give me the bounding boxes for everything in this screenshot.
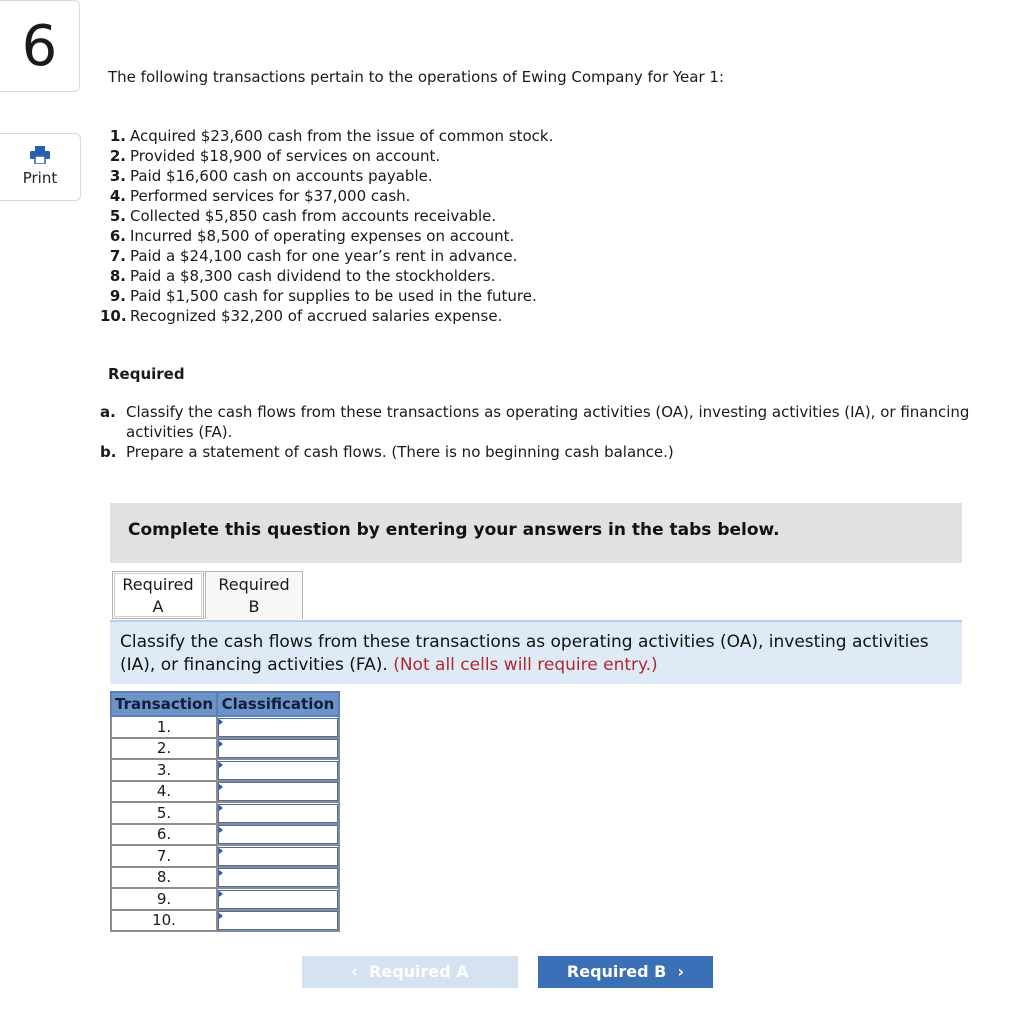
- transaction-cell: 10.: [111, 910, 217, 932]
- classification-cell: [217, 716, 339, 738]
- entry-marker-icon: [219, 827, 223, 833]
- list-item: [100, 146, 553, 166]
- intro-text: The following transactions pertain to the operations of Ewing Company for Year 1:: [108, 68, 725, 86]
- classification-cell: [217, 824, 339, 846]
- table-row: [111, 716, 339, 738]
- item-number: 8.: [109, 267, 126, 285]
- transaction-cell: 4.: [111, 781, 217, 803]
- classification-cell: [217, 759, 339, 781]
- prompt-text: Classify the cash flows from these transactions as operating activities (OA), investing activities (IA), or financing activities (FA).: [120, 632, 929, 675]
- classification-input[interactable]: [218, 739, 338, 758]
- transaction-cell: 6.: [111, 824, 217, 846]
- table-header-row: [111, 692, 339, 716]
- classification-cell: [217, 845, 339, 867]
- transaction-cell: 7.: [111, 845, 217, 867]
- required-text: Classify the cash flows from these transactions as operating activities (OA), investing activities (IA), or financing activities (FA).: [126, 403, 970, 441]
- required-letter: a.: [100, 403, 116, 421]
- item-text: Collected $5,850 cash from accounts receivable.: [130, 207, 497, 225]
- item-number: 7.: [109, 247, 126, 265]
- list-item: [100, 186, 553, 206]
- list-item: [100, 226, 553, 246]
- classification-input[interactable]: [218, 761, 338, 780]
- transaction-cell: 9.: [111, 888, 217, 910]
- list-item: [100, 246, 553, 266]
- print-label: Print: [22, 169, 58, 187]
- item-text: Paid $16,600 cash on accounts payable.: [130, 167, 433, 185]
- item-number: 1.: [109, 127, 126, 145]
- table-row: [111, 910, 339, 932]
- entry-marker-icon: [219, 913, 223, 919]
- classification-input[interactable]: [218, 890, 338, 909]
- item-number: 10.: [100, 307, 127, 325]
- list-item: [100, 206, 553, 226]
- item-text: Acquired $23,600 cash from the issue of common stock.: [130, 127, 554, 145]
- prev-label: Required A: [369, 962, 469, 981]
- chevron-left-icon: ‹: [351, 962, 358, 981]
- item-number: 9.: [109, 287, 126, 305]
- entry-marker-icon: [219, 891, 223, 897]
- item-text: Paid $1,500 cash for supplies to be used in the future.: [130, 287, 537, 305]
- classification-input[interactable]: [218, 825, 338, 844]
- chevron-right-icon: ›: [677, 962, 685, 981]
- transaction-cell: 1.: [111, 716, 217, 738]
- item-text: Performed services for $37,000 cash.: [130, 187, 411, 205]
- classification-cell: [217, 867, 339, 889]
- transaction-cell: 3.: [111, 759, 217, 781]
- item-number: 3.: [109, 167, 126, 185]
- item-text: Paid a $24,100 cash for one year’s rent in advance.: [130, 247, 518, 265]
- required-text: Prepare a statement of cash flows. (There is no beginning cash balance.): [126, 443, 674, 461]
- entry-marker-icon: [219, 784, 223, 790]
- question-number: 6: [0, 0, 80, 92]
- print-button[interactable]: [0, 133, 81, 201]
- required-item-b: [100, 442, 1000, 462]
- next-label: Required B: [566, 962, 667, 981]
- list-item: [100, 306, 553, 326]
- classification-cell: [217, 781, 339, 803]
- instruction-bar: Complete this question by entering your answers in the tabs below.: [110, 503, 962, 563]
- classification-input[interactable]: [218, 911, 338, 930]
- classification-cell: [217, 738, 339, 760]
- entry-marker-icon: [219, 762, 223, 768]
- table-row: [111, 802, 339, 824]
- item-text: Incurred $8,500 of operating expenses on account.: [130, 227, 515, 245]
- classification-table: [110, 691, 340, 932]
- classification-input[interactable]: [218, 868, 338, 887]
- classification-input[interactable]: [218, 847, 338, 866]
- prompt-note: (Not all cells will require entry.): [393, 655, 658, 675]
- transaction-cell: 8.: [111, 867, 217, 889]
- prev-required-a-button[interactable]: [302, 956, 518, 988]
- entry-marker-icon: [219, 719, 223, 725]
- tab-label-line1: Required: [218, 575, 290, 594]
- question-prompt: [110, 620, 962, 684]
- entry-marker-icon: [219, 805, 223, 811]
- required-letter: b.: [100, 443, 117, 461]
- classification-input[interactable]: [218, 782, 338, 801]
- table-row: [111, 845, 339, 867]
- header-transaction: Transaction: [111, 692, 217, 716]
- transaction-cell: 2.: [111, 738, 217, 760]
- printer-icon: [30, 146, 50, 168]
- required-list: [100, 402, 1000, 462]
- tab-required-b[interactable]: [205, 571, 303, 619]
- item-number: 2.: [109, 147, 126, 165]
- list-item: [100, 286, 553, 306]
- table-row: [111, 759, 339, 781]
- required-item-a: [100, 402, 1000, 442]
- entry-marker-icon: [219, 741, 223, 747]
- classification-cell: [217, 910, 339, 932]
- table-row: [111, 867, 339, 889]
- tab-label-line1: Required: [122, 575, 194, 594]
- transaction-cell: 5.: [111, 802, 217, 824]
- item-number: 5.: [109, 207, 126, 225]
- item-number: 4.: [109, 187, 126, 205]
- item-text: Recognized $32,200 of accrued salaries expense.: [130, 307, 503, 325]
- item-text: Paid a $8,300 cash dividend to the stockholders.: [130, 267, 496, 285]
- classification-input[interactable]: [218, 804, 338, 823]
- required-heading: Required: [108, 365, 185, 383]
- table-row: [111, 888, 339, 910]
- list-item: [100, 166, 553, 186]
- next-required-b-button[interactable]: [538, 956, 713, 988]
- tab-label-line2: A: [152, 597, 164, 616]
- item-text: Provided $18,900 of services on account.: [130, 147, 441, 165]
- entry-marker-icon: [219, 870, 223, 876]
- list-item: [100, 266, 553, 286]
- item-number: 6.: [109, 227, 126, 245]
- table-row: [111, 738, 339, 760]
- list-item: [100, 126, 553, 146]
- classification-cell: [217, 888, 339, 910]
- header-classification: Classification: [217, 692, 339, 716]
- classification-cell: [217, 802, 339, 824]
- transaction-list: [100, 126, 553, 326]
- table-row: [111, 824, 339, 846]
- classification-input[interactable]: [218, 718, 338, 737]
- table-row: [111, 781, 339, 803]
- tab-label-line2: B: [248, 597, 260, 616]
- entry-marker-icon: [219, 848, 223, 854]
- tab-required-a[interactable]: [112, 571, 204, 619]
